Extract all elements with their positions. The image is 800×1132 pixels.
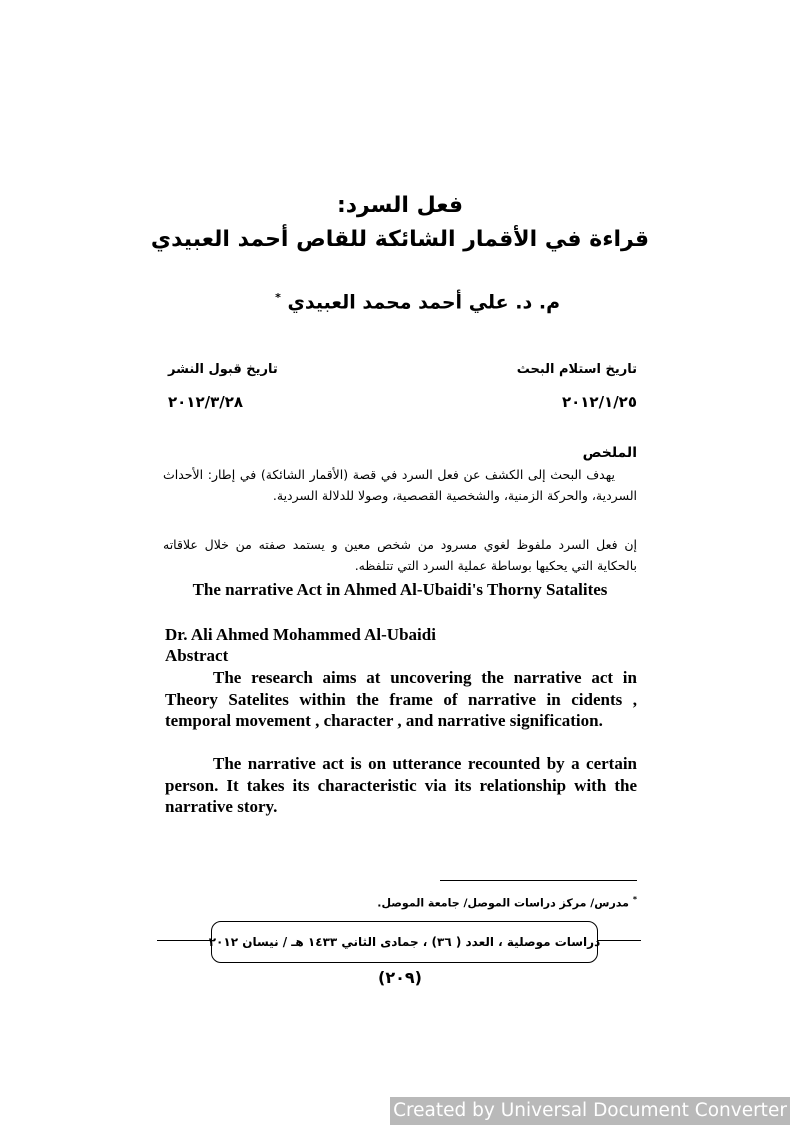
received-date-value: ٢٠١٢/١/٢٥ — [561, 393, 637, 411]
footnote-divider — [440, 880, 637, 881]
title-line-1: فعل السرد: — [336, 193, 464, 218]
footnote-mark: * — [632, 895, 637, 904]
english-title: The narrative Act in Ahmed Al-Ubaidi's Thorny Satalites — [192, 580, 608, 599]
received-date-label: تاريخ استلام البحث — [516, 362, 637, 377]
accepted-date-value: ٢٠١٢/٣/٢٨ — [168, 393, 244, 411]
footnote — [377, 895, 637, 910]
page-number: (٢٠٩) — [378, 968, 422, 987]
arabic-abstract-title: الملخص — [582, 445, 637, 461]
english-abstract-paragraph-2: The narrative act is on utterance recounted by a certain person. It takes its characteristic via its relationship with the narrative story. — [165, 754, 637, 816]
converter-watermark: Created by Universal Document Converter — [390, 1097, 790, 1125]
author-arabic — [160, 291, 560, 313]
journal-rule-left — [157, 940, 211, 941]
journal-citation: دراسات موصلية ، العدد ( ٣٦) ، جمادى الثاني ١٤٣٣ هـ / نيسان ٢٠١٢ — [208, 935, 601, 949]
journal-rule-right — [598, 940, 641, 941]
title-line-2: قراءة في الأقمار الشائكة للقاص أحمد العبيدي — [150, 227, 650, 252]
english-author: Dr. Ali Ahmed Mohammed Al-Ubaidi — [165, 625, 436, 644]
journal-citation-box — [208, 921, 601, 963]
author-name: م. د. علي أحمد محمد العبيدي — [287, 291, 560, 314]
accepted-date-label: تاريخ قبول النشر — [168, 362, 278, 377]
arabic-abstract-paragraph-1: يهدف البحث إلى الكشف عن فعل السرد في قصة (الأقمار الشائكة) في إطار: الأحداث السردية، والحركة الزمنية، والشخصية القصصية، وصولا للدلالة السردية. — [163, 467, 637, 503]
footnote-text: مدرس/ مركز دراسات الموصل/ جامعة الموصل. — [377, 896, 629, 910]
english-abstract-label: Abstract — [165, 646, 229, 665]
arabic-abstract-paragraph-2: إن فعل السرد ملفوظ لغوي مسرود من شخص معين و يستمد صفته من خلال علاقاته بالحكاية التي يحكيها بوساطة عملية السرد التي تتلفظه. — [163, 537, 637, 573]
english-abstract-paragraph-1: The research aims at uncovering the narrative act in Theory Satelites within the frame of narrative in cidents , temporal movement , character , and narrative signification. — [165, 668, 637, 730]
author-footnote-mark: * — [275, 291, 281, 304]
